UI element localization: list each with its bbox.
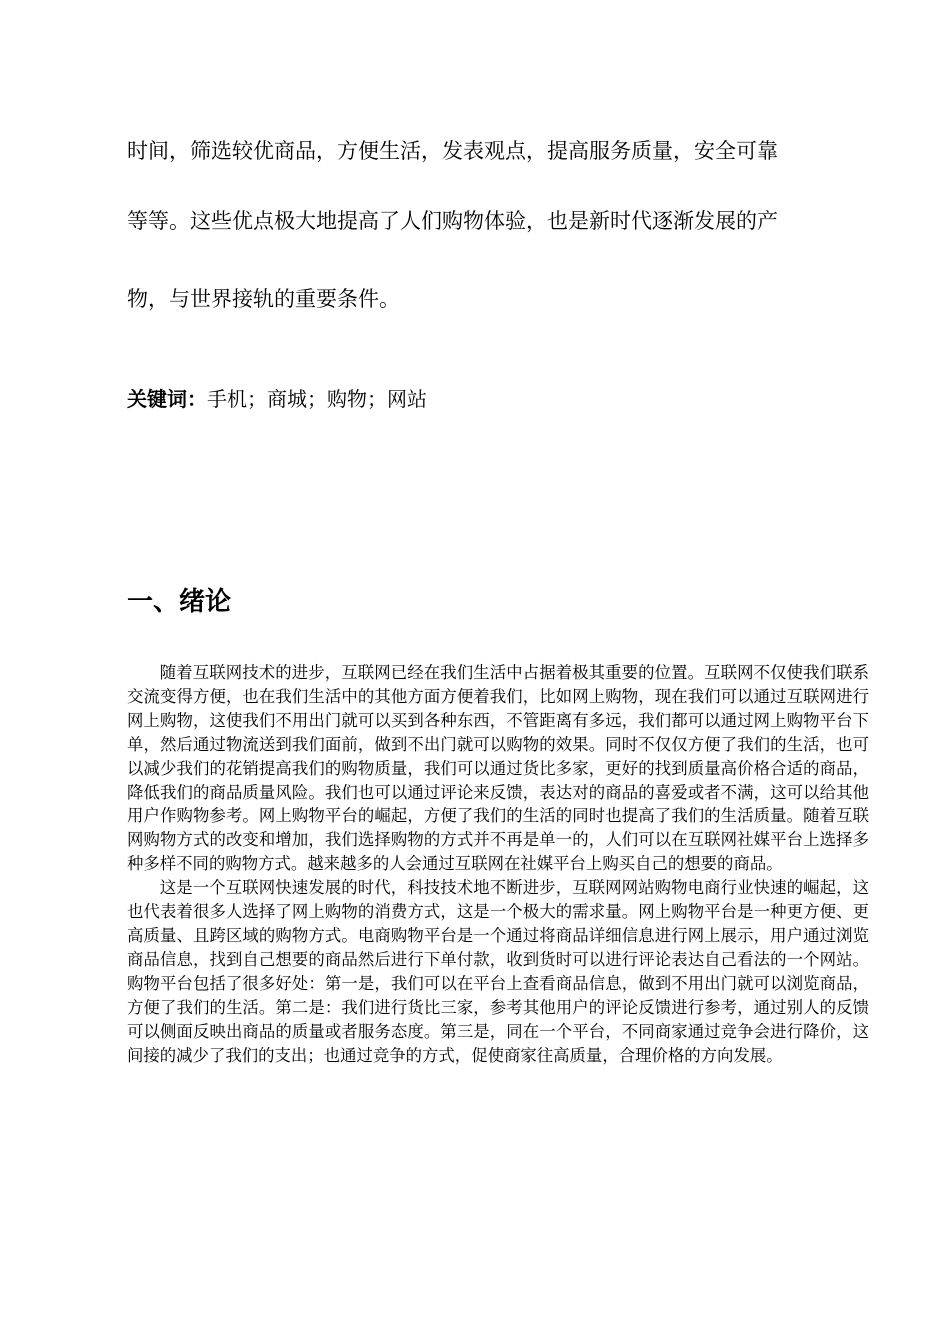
- abstract-text-line: 时间，筛选较优商品，方便生活，发表观点，提高服务质量，安全可靠: [127, 139, 778, 163]
- section-heading: 一、绪论: [127, 587, 232, 617]
- section-body: [127, 661, 869, 1067]
- body-paragraph: 随着互联网技术的进步，互联网已经在我们生活中占据着极其重要的位置。互联网不仅使我们联系交流变得方便，也在我们生活中的其他方面方便着我们，比如网上购物，现在我们可以通过互联网进行网上购物，这使我们不用出门就可以买到各种东西，不管距离有多远，我们都可以通过网上购物平台下单，然后通过物流送到我们面前，做到不出门就可以购物的效果。同时不仅仅方便了我们的生活，也可以减少我们的花销提高我们的购物质量，我们可以通过货比多家，更好的找到质量高价格合适的商品，降低我们的商品质量风险。我们也可以通过评论来反馈，表达对的商品的喜爱或者不满，这可以给其他用户作购物参考。网上购物平台的崛起，方便了我们的生活的同时也提高了我们的生活质量。随着互联网购物方式的改变和增加，我们选择购物的方式并不再是单一的，人们可以在互联网社媒平台上选择多种多样不同的购物方式。越来越多的人会通过互联网在社媒平台上购买自己的想要的商品。: [127, 663, 869, 874]
- abstract-text-line: 等等。这些优点极大地提高了人们购物体验，也是新时代逐渐发展的产: [127, 209, 778, 233]
- keywords-value: 手机；商城；购物；网站: [207, 387, 427, 411]
- abstract-text-line: 物，与世界接轨的重要条件。: [127, 287, 400, 311]
- keywords-label: 关键词：: [127, 387, 207, 411]
- keywords-line: [127, 384, 427, 414]
- body-paragraph: 这是一个互联网快速发展的时代，科技技术地不断进步，互联网网站购物电商行业快速的崛起，这也代表着很多人选择了网上购物的消费方式，这是一个极大的需求量。网上购物平台是一种更方便、更高质量、且跨区域的购物方式。电商购物平台是一个通过将商品详细信息进行网上展示，用户通过浏览商品信息，找到自己想要的商品然后进行下单付款，收到货时可以进行评论表达自己看法的一个网站。购物平台包括了很多好处：第一是，我们可以在平台上查看商品信息，做到不用出门就可以浏览商品，方便了我们的生活。第二是：我们进行货比三家，参考其他用户的评论反馈进行参考，通过别人的反馈可以侧面反映出商品的质量或者服务态度。第三是，同在一个平台，不同商家通过竞争会进行降价，这间接的减少了我们的支出；也通过竞争的方式，促使商家往高质量，合理价格的方向发展。: [127, 878, 869, 1065]
